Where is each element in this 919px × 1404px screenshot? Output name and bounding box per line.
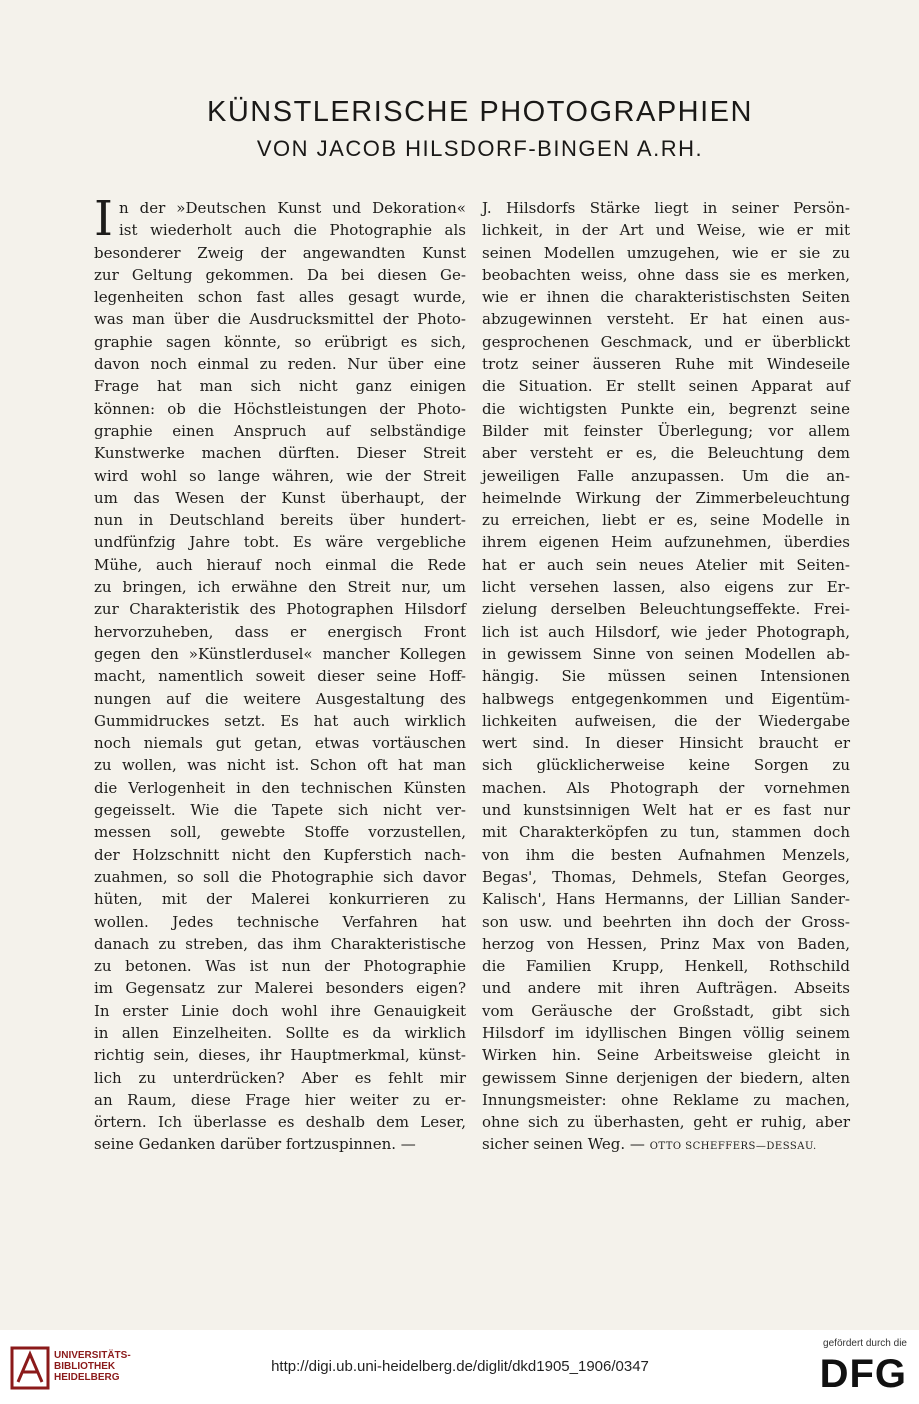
text-line: die Situation. Er stellt seinen Apparat auf bbox=[482, 377, 850, 396]
text-line: beobachten weiss, ohne dass sie es merken, bbox=[482, 265, 850, 284]
permalink-url[interactable]: http://digi.ub.uni-heidelberg.de/diglit/dkd1905_1906/0347 bbox=[271, 1358, 649, 1375]
author-signature: OTTO SCHEFFERS—DESSAU. bbox=[649, 1141, 817, 1153]
text-line: wird wohl so lange währen, wie der Streit bbox=[94, 466, 466, 485]
text-line: Bilder mit feinster Überlegung; vor allem bbox=[482, 421, 850, 440]
text-line: jeweiligen Falle anzupassen. Um die an- bbox=[482, 466, 850, 485]
drop-cap: I bbox=[94, 191, 113, 247]
text-line: seinen Modellen umzugehen, wie er sie zu bbox=[482, 243, 850, 262]
text-line: gesprochenen Geschmack, und er überblickt bbox=[482, 332, 850, 351]
text-line: zur Charakteristik des Photographen Hilsdorf bbox=[94, 600, 466, 619]
text-line: Gummidruckes setzt. Es hat auch wirklich bbox=[94, 711, 466, 730]
text-line: in allen Einzelheiten. Sollte es da wirklich bbox=[94, 1023, 466, 1042]
text-line: hängig. Sie müssen seinen Intensionen bbox=[482, 667, 850, 686]
text-line: zu betonen. Was ist nun der Photographie bbox=[94, 957, 466, 976]
last-text-line: sicher seinen Weg. — bbox=[482, 1135, 650, 1154]
text-line: n der »Deutschen Kunst und Dekoration« bbox=[118, 199, 466, 217]
text-line: die Familien Krupp, Henkell, Rothschild bbox=[482, 957, 850, 976]
library-name-line-1: UNIVERSITÄTS- bbox=[54, 1350, 131, 1361]
text-line: heimelnde Wirkung der Zimmerbeleuchtung bbox=[482, 488, 850, 507]
text-line: macht, namentlich soweit dieser seine Hoff- bbox=[94, 667, 466, 686]
text-line: mit Charakterköpfen zu tun, stammen doch bbox=[482, 823, 850, 842]
text-line: gegen den »Künstlerdusel« mancher Kollegen bbox=[94, 644, 466, 663]
text-line: Kunstwerke machen dürften. Dieser Streit bbox=[94, 444, 466, 463]
text-line: trotz seiner äusseren Ruhe mit Windeseile bbox=[482, 355, 850, 374]
text-line: besonderer Zweig der angewandten Kunst bbox=[94, 243, 466, 262]
text-line: wollen. Jedes technische Verfahren hat bbox=[94, 912, 466, 931]
article-subtitle: VON JACOB HILSDORF-BINGEN A.RH. bbox=[256, 136, 704, 161]
text-line: Hilsdorf im idyllischen Bingen völlig seinem bbox=[482, 1023, 850, 1042]
right-column bbox=[482, 197, 850, 1159]
text-line: im Gegensatz zur Malerei besonders eigen? bbox=[94, 979, 466, 998]
text-line: Mühe, auch hierauf noch einmal die Rede bbox=[94, 555, 466, 574]
text-line-with-signature bbox=[482, 1133, 850, 1158]
text-line: richtig sein, dieses, ihr Hauptmerkmal, künst- bbox=[94, 1046, 466, 1065]
text-line: gegeisselt. Wie die Tapete sich nicht ver- bbox=[94, 801, 466, 820]
text-line: graphie einen Anspruch auf selbständige bbox=[94, 421, 466, 440]
text-line: der Holzschnitt nicht den Kupferstich nach- bbox=[94, 845, 466, 864]
text-line: zu erreichen, liebt er es, seine Modelle in bbox=[482, 511, 850, 530]
text-line: und kunstsinnigen Welt hat er es fast nur bbox=[482, 801, 850, 820]
text-line: lich zu unterdrücken? Aber es fehlt mir bbox=[94, 1068, 466, 1087]
text-line: zu bringen, ich erwähne den Streit nur, um bbox=[94, 578, 466, 597]
text-line: legenheiten schon fast alles gesagt wurde, bbox=[94, 288, 466, 307]
library-name-line-2: BIBLIOTHEK bbox=[54, 1361, 116, 1372]
text-line: herzog von Hessen, Prinz Max von Baden, bbox=[482, 934, 850, 953]
text-line: son usw. und beehrten ihn doch der Gross- bbox=[482, 912, 850, 931]
text-line: hat er auch sein neues Atelier mit Seiten- bbox=[482, 555, 850, 574]
text-line: lichkeit, in der Art und Weise, wie er mit bbox=[482, 221, 850, 240]
text-line: Begas', Thomas, Dehmels, Stefan Georges, bbox=[482, 867, 850, 886]
text-line: zu wollen, was nicht ist. Schon oft hat man bbox=[94, 756, 466, 775]
text-line: hervorzuheben, dass er energisch Front bbox=[94, 622, 466, 641]
text-line: vom Geräusche der Großstadt, gibt sich bbox=[482, 1001, 850, 1020]
text-line: wie er ihnen die charakteristischsten Seiten bbox=[482, 288, 850, 307]
text-line: Frage hat man sich nicht ganz einigen bbox=[94, 377, 466, 396]
text-line: danach zu streben, das ihm Charakteristische bbox=[94, 934, 466, 953]
text-line: die wichtigsten Punkte ein, begrenzt seine bbox=[482, 399, 850, 418]
text-line: um das Wesen der Kunst überhaupt, der bbox=[94, 488, 466, 507]
text-line: licht versehen lassen, also eigens zur Er- bbox=[482, 578, 850, 597]
text-line: nun in Deutschland bereits über hundert- bbox=[94, 511, 466, 530]
text-line: Kalisch', Hans Hermanns, der Lillian Sander- bbox=[482, 890, 850, 909]
text-line: gewissem Sinne derjenigen der biedern, alten bbox=[482, 1068, 850, 1087]
dfg-logo: DFG bbox=[819, 1352, 907, 1396]
text-line: machen. Als Photograph der vornehmen bbox=[482, 778, 850, 797]
text-line: ist wiederholt auch die Photographie als bbox=[118, 221, 466, 240]
text-line: messen soll, gewebte Stoffe vorzustellen, bbox=[94, 823, 466, 842]
library-name-line-3: HEIDELBERG bbox=[54, 1372, 120, 1383]
text-line: sich glücklicherweise keine Sorgen zu bbox=[482, 756, 850, 775]
footer-bar bbox=[0, 1330, 919, 1404]
text-line: graphie sagen könnte, so erübrigt es sich, bbox=[94, 332, 466, 351]
text-line: zur Geltung gekommen. Da bei diesen Ge- bbox=[94, 265, 466, 284]
text-line: an Raum, diese Frage hier weiter zu er- bbox=[94, 1090, 466, 1109]
text-line: zuahmen, so soll die Photographie sich davor bbox=[94, 867, 466, 886]
text-line: abzugewinnen versteht. Er hat einen aus- bbox=[482, 310, 850, 329]
text-line: J. Hilsdorfs Stärke liegt in seiner Persön- bbox=[482, 199, 850, 217]
text-line: in gewissem Sinne von seinen Modellen ab- bbox=[482, 644, 850, 663]
left-column bbox=[94, 191, 466, 1156]
text-line: noch niemals gut getan, etwas vortäuschen bbox=[94, 734, 466, 753]
text-line: und andere mit ihren Aufträgen. Abseits bbox=[482, 979, 850, 998]
text-line: In erster Linie doch wohl ihre Genauigkeit bbox=[94, 1001, 466, 1020]
article-title: KÜNSTLERISCHE PHOTOGRAPHIEN bbox=[207, 96, 753, 128]
text-line: zielung derselben Beleuchtungseffekte. Frei- bbox=[482, 600, 850, 619]
text-line: können: ob die Höchstleistungen der Photo- bbox=[94, 399, 466, 418]
text-line: wert sind. In dieser Hinsicht braucht er bbox=[482, 734, 850, 753]
text-line: ihrem eigenen Heim aufzunehmen, überdies bbox=[482, 533, 850, 552]
text-line: nungen auf die weitere Ausgestaltung des bbox=[94, 689, 466, 708]
text-line: Innungsmeister: ohne Reklame zu machen, bbox=[482, 1090, 850, 1109]
text-line: die Verlogenheit in den technischen Künsten bbox=[94, 778, 466, 797]
text-line: örtern. Ich überlasse es deshalb dem Leser, bbox=[94, 1113, 466, 1132]
text-line: Wirken hin. Seine Arbeitsweise gleicht in bbox=[482, 1046, 850, 1065]
text-line: hüten, mit der Malerei konkurrieren zu bbox=[94, 890, 466, 909]
text-line: von ihm die besten Aufnahmen Menzels, bbox=[482, 845, 850, 864]
library-name bbox=[54, 1350, 131, 1383]
text-line: halbwegs entgegenkommen und Eigentüm- bbox=[482, 689, 850, 708]
text-line: was man über die Ausdrucksmittel der Photo- bbox=[94, 310, 466, 329]
funding-caption: gefördert durch die bbox=[823, 1338, 907, 1349]
text-line: lich ist auch Hilsdorf, wie jeder Photograph, bbox=[482, 622, 850, 641]
text-line: lichkeiten aufweisen, die der Wiedergabe bbox=[482, 711, 850, 730]
text-line: davon noch einmal zu reden. Nur über eine bbox=[94, 355, 466, 374]
text-line: seine Gedanken darüber fortzuspinnen. — bbox=[94, 1135, 416, 1154]
text-line: undfünfzig Jahre tobt. Es wäre vergebliche bbox=[94, 533, 466, 552]
university-library-logo-icon bbox=[10, 1346, 50, 1390]
text-line: aber versteht er es, die Beleuchtung dem bbox=[482, 444, 850, 463]
text-line: ohne sich zu überhasten, geht er ruhig, aber bbox=[482, 1113, 850, 1132]
